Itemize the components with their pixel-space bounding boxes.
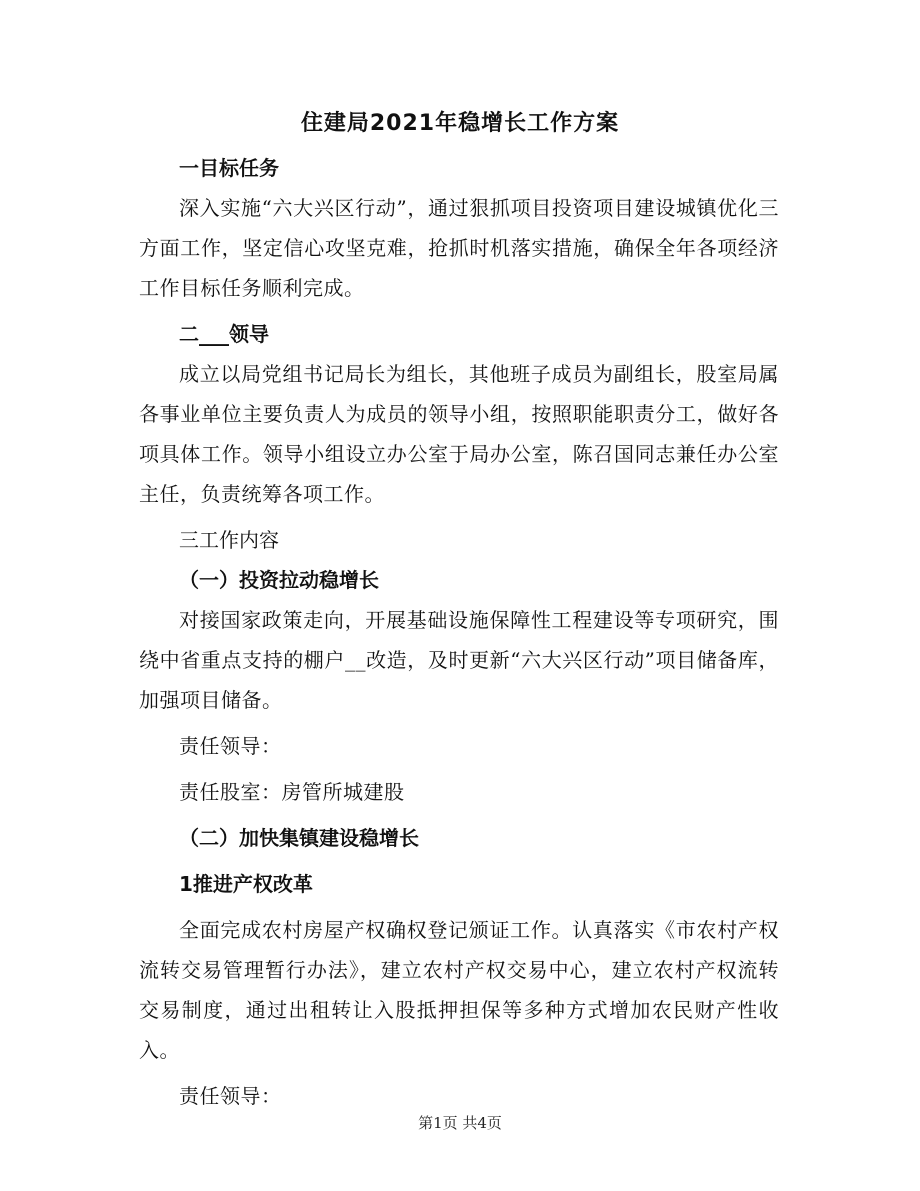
section-heading-goals: 一目标任务 [179,156,279,180]
responsible-leader-2: 责任领导： [179,1084,282,1108]
page-footer: 第1页 共4页 [418,1114,502,1132]
paragraph-goals: 深入实施“六大兴区行动”，通过狠抓项目投资项目建设城镇优化三方面工作，坚定信心攻坚克难，抢抓时机落实措施，确保全年各项经济工作目标任务顺利完成。 [139,196,779,300]
document-body [139,148,779,1116]
subsection-heading-investment: （一）投资拉动稳增长 [179,568,379,592]
responsible-dept-1: 责任股室：房管所城建股 [179,780,405,804]
item-heading-property-reform: 1推进产权改革 [179,872,313,896]
section-heading-leadership: 二___领导 [179,322,269,346]
responsible-leader-1: 责任领导： [179,734,282,758]
paragraph-property-reform: 全面完成农村房屋产权确权登记颁证工作。认真落实《市农村产权流转交易管理暂行办法》，建立农村产权交易中心，建立农村产权流转交易制度，通过出租转让入股抵押担保等多种方式增加农民财产性收入。 [139,918,779,1062]
document-title: 住建局2021年稳增长工作方案 [300,111,620,136]
paragraph-investment: 对接国家政策走向，开展基础设施保障性工程建设等专项研究，围绕中省重点支持的棚户__改造，及时更新“六大兴区行动”项目储备库，加强项目储备。 [139,608,779,712]
section-heading-work-content: 三工作内容 [179,528,279,552]
paragraph-leadership: 成立以局党组书记局长为组长，其他班子成员为副组长，股室局属各事业单位主要负责人为成员的领导小组，按照职能职责分工，做好各项具体工作。领导小组设立办公室于局办公室，陈召国同志兼任办公室主任，负责统筹各项工作。 [139,362,779,506]
subsection-heading-town-construction: （二）加快集镇建设稳增长 [179,826,419,850]
